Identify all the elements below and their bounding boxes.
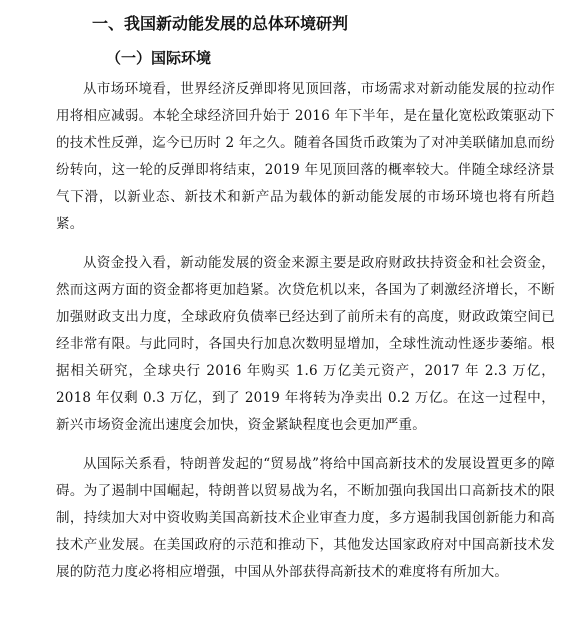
- paragraph-market-environment: 从市场环境看，世界经济反弹即将见顶回落，市场需求对新动能发展的拉动作用将相应减弱。本轮全球经济回升始于 2016 年下半年，是在量化宽松政策驱动下的技术性反弹，迄今已历时 2 年之久。随着各国货币政策为了对冲美联储加息而纷纷转向，这一轮的反弹即将结束，2019 年见顶回落的概率较大。伴随全球经济景气下滑，以新业态、新技术和新产品为载体的新动能发展的市场环境也将有所趋紧。: [56, 81, 555, 232]
- subsection-heading: （一）国际环境: [106, 49, 212, 67]
- paragraph-international-relations: 从国际关系看，特朗普发起的“贸易战”将给中国高新技术的发展设置更多的障碍。为了遏制中国崛起，特朗普以贸易战为名，不断加强向我国出口高新技术的限制，持续加大对中资收购美国高新技术企业审查力度，多方遏制我国创新能力和高技术产业发展。在美国政府的示范和推动下，其他发达国家政府对中国高新技术发展的防范力度必将相应增强，中国从外部获得高新技术的难度将有所加大。: [56, 456, 555, 580]
- section-heading: 一、我国新动能发展的总体环境研判: [92, 14, 349, 33]
- paragraph-capital-investment: 从资金投入看，新动能发展的资金来源主要是政府财政扶持资金和社会资金，然而这两方面的资金都将更加趋紧。次贷危机以来，各国为了刺激经济增长，不断加强财政支出力度，全球政府负债率已经达到了前所未有的高度，财政政策空间已经非常有限。与此同时，各国央行加息次数明显增加，全球性流动性逐步萎缩。根据相关研究，全球央行 2016 年购买 1.6 万亿美元资产，2017 年 2.3 万亿，2018 年仅剩 0.3 万亿，到了 2019 年将转为净卖出 0.2 万亿。在这一过程中，新兴市场资金流出速度会加快，资金紧缺程度也会更加严重。: [56, 255, 555, 433]
